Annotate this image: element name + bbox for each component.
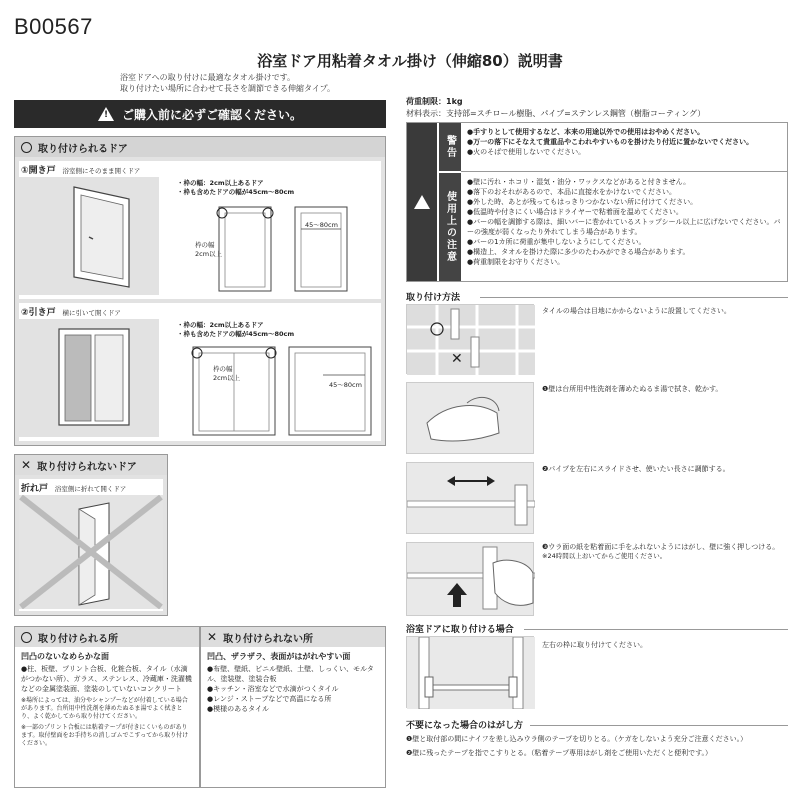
attachable-places-panel xyxy=(14,626,200,788)
attachable-places-body xyxy=(15,647,199,752)
install-heading: 取り付け方法 xyxy=(406,293,461,303)
hinged-door-drawing xyxy=(19,177,159,295)
sliding-frame-width-note: 枠の幅 2cm以上 xyxy=(213,365,241,382)
removal-steps xyxy=(406,734,788,758)
caution-item: ●低温時や付きにくい場合はドライヤーで粘着面を温めてください。 xyxy=(467,208,683,216)
ng-x-icon: ✕ xyxy=(21,458,32,472)
press-mount-drawing xyxy=(407,543,535,617)
non-attachable-places-body xyxy=(201,647,385,718)
notice-side-bar xyxy=(407,123,437,281)
step3-text-block xyxy=(542,542,788,561)
warning-label: 警告 xyxy=(439,123,461,171)
attachable-places-subheading: 凹凸のないなめらかな面 xyxy=(21,652,109,661)
non-attachable-item: ●模様のあるタイル xyxy=(207,705,269,713)
subtitle-line-2: 取り付けたい場所に合わせて長さを調節できる伸縮タイプ。 xyxy=(120,84,335,93)
install-heading-rule xyxy=(480,297,788,298)
sliding-door-illustration xyxy=(19,319,159,437)
caution-triangle-icon xyxy=(414,195,430,209)
ng-x-icon: ✕ xyxy=(207,630,218,644)
folding-door-desc: 浴室側に折れて開くドア xyxy=(54,485,127,493)
sliding-requirements: ・枠の幅：2cm以上あるドア ・枠も含めたドアの幅が45cm〜80cm xyxy=(177,321,295,338)
folding-door-title xyxy=(21,481,126,494)
door-mount-heading-rule xyxy=(524,629,788,630)
attachable-doors-heading: 取り付けられるドア xyxy=(38,143,128,155)
removal-heading-rule xyxy=(530,725,788,726)
hinged-requirements: ・枠の幅：2cm以上あるドア ・枠も含めたドアの幅が45cm〜80cm xyxy=(177,179,295,196)
ok-circle-icon xyxy=(21,632,32,643)
tile-step-text: タイルの場合は目地にかからないように設置してください。 xyxy=(542,307,731,315)
non-attachable-doors-header xyxy=(15,455,167,475)
step3-image xyxy=(406,542,534,616)
step1-text: ❶壁は台所用中性洗剤を薄めたぬるま湯で拭き、乾かす。 xyxy=(542,385,723,393)
sliding-door-desc: 横に引いて開くドア xyxy=(62,309,121,317)
sliding-door-title xyxy=(21,305,121,318)
non-attachable-places-heading: 取り付けられない所 xyxy=(223,633,314,645)
non-attachable-places-subheading: 凹凸、ザラザラ、表面がはがれやすい面 xyxy=(207,652,351,661)
attachable-doors-header xyxy=(15,137,385,157)
caution-list xyxy=(467,177,785,267)
warning-item: ●火のそばで使用しないでください。 xyxy=(467,148,586,156)
svg-text:✕: ✕ xyxy=(451,351,463,367)
hinged-door-section xyxy=(19,161,381,299)
product-code: B00567 xyxy=(14,14,93,39)
hinged-frame-width-note: 枠の幅 2cm以上 xyxy=(195,241,223,258)
warning-bar-text: ご購入前に必ずご確認ください。 xyxy=(121,107,302,122)
hinged-width-note: 45〜80cm xyxy=(305,221,338,229)
non-attachable-places-header xyxy=(201,627,385,647)
caution-item: ●落下のおそれがあるので、本品に直接水をかけないでください。 xyxy=(467,188,676,196)
step3-text: ❸ウラ面の紙を粘着面に手をふれないようにはがし、壁に強く押しつける。 xyxy=(542,543,780,551)
door-mount-heading: 浴室ドアに取り付ける場合 xyxy=(406,625,514,635)
non-attachable-doors-heading: 取り付けられないドア xyxy=(37,461,137,473)
warning-item: ●万一の落下にそなえて貴重品やこわれやすいものを掛けたり付近に置かないでください。 xyxy=(467,138,754,146)
door-mount-text: 左右の枠に取り付けてください。 xyxy=(542,641,647,649)
caution-item: ●荷重制限をお守りください。 xyxy=(467,258,565,266)
non-attachable-places-panel xyxy=(200,626,386,788)
subtitle xyxy=(120,72,335,94)
removal-heading: 不要になった場合のはがし方 xyxy=(406,721,524,731)
step3-note: ※24時間以上おいてからご使用ください。 xyxy=(542,552,667,560)
folding-door-drawing xyxy=(19,495,163,609)
caution-item: ●構造上、タオルを掛けた際に多少のたわみができる場合があります。 xyxy=(467,248,690,256)
hinged-door-illustration xyxy=(19,177,159,295)
subtitle-line-1: 浴室ドアへの取り付けに最適なタオル掛けです。 xyxy=(120,73,295,82)
slide-pipe-drawing xyxy=(407,463,535,535)
hinged-door-title xyxy=(21,163,140,176)
non-attachable-item: ●キッチン・浴室などで水滴がつくタイル xyxy=(207,685,339,693)
step1-image xyxy=(406,382,534,454)
warning-list xyxy=(467,127,785,157)
sliding-width-diagram xyxy=(287,345,377,437)
folding-door-section xyxy=(19,479,163,611)
caution-item: ●バーの幅を調節する際は、細いバーに巻かれているストップシール以上に広げないでください。バーの強度が弱くなったり外れてしまう場合があります。 xyxy=(467,218,781,236)
caution-item: ●バーの1カ所に荷重が集中しないようにしてください。 xyxy=(467,238,646,246)
tile-grid-drawing xyxy=(407,305,535,375)
hinged-width-diagram xyxy=(289,205,359,293)
caution-item: ●外した時、あとが残ってもはっきりつかないない所に付けてください。 xyxy=(467,198,698,206)
removal-step-2: ❷壁に残ったテープを指でこすりとる。（粘着テープ専用はがし剤をご使用いただくと便利です。） xyxy=(406,749,713,757)
step2-text: ❷パイプを左右にスライドさせ、使いたい長さに調節する。 xyxy=(542,465,730,473)
warning-item: ●手すりとして使用するなど、本来の用途以外での使用はおやめください。 xyxy=(467,128,705,136)
attachable-doors-panel xyxy=(14,136,386,446)
caution-item: ●壁に汚れ・ホコリ・湿気・油分・ワックスなどがあると付きません。 xyxy=(467,178,691,186)
ok-circle-icon xyxy=(21,142,32,153)
attachable-places-note-2: ※一部のプリント合板には粘着テープが付きにくいものがあります。取付壁面をお手持ちの消しゴムでこすってから取り付けください。 xyxy=(21,724,189,747)
page-title: 浴室ドア用粘着タオル掛け（伸縮80）説明書 xyxy=(257,52,563,70)
attachable-places-heading: 取り付けられる所 xyxy=(38,633,118,645)
hinged-door-desc: 浴室側にそのまま開くドア xyxy=(62,167,141,175)
tile-step-image xyxy=(406,304,534,374)
attachable-places-note-1: ※場所によっては、油分やシャンプーなどが付着している場合があります。台所用中性洗剤を薄めたぬるま湯でよく拭きとり、よく乾かしてから取り付けてください。 xyxy=(21,697,188,720)
material-info: 材料表示：支持部=スチロール樹脂、パイプ=ステンレス鋼管（樹脂コーティング） xyxy=(406,109,706,118)
wipe-hand-drawing xyxy=(407,383,535,455)
door-mount-drawing xyxy=(407,637,535,709)
attachable-places-header xyxy=(15,627,199,647)
removal-step-1: ❶壁と取付部の間にナイフを差し込みウラ側のテープを切りとる。（ケガをしないよう充分ご注意ください。） xyxy=(406,735,748,743)
caution-label: 使用上の注意 xyxy=(439,173,461,281)
non-attachable-doors-panel xyxy=(14,454,168,616)
pre-purchase-warning-bar xyxy=(14,100,386,128)
load-limit: 荷重制限：1kg xyxy=(406,97,463,106)
divider xyxy=(461,171,787,172)
folding-door-label: 折れ戸 xyxy=(21,484,49,494)
sliding-door-section xyxy=(19,303,381,441)
hinged-door-label: ①開き戸 xyxy=(21,166,56,176)
specs xyxy=(406,96,788,120)
sliding-width-note: 45〜80cm xyxy=(329,381,362,389)
door-mount-image xyxy=(406,636,534,708)
sliding-frame-diagram xyxy=(189,345,279,437)
step2-image xyxy=(406,462,534,534)
non-attachable-item: ●布壁、壁紙、ビニル壁紙、土壁、しっくい、モルタル、塗装壁、塗装合板 xyxy=(207,665,374,683)
sliding-door-drawing xyxy=(19,319,159,437)
sliding-door-label: ②引き戸 xyxy=(21,308,56,318)
non-attachable-item: ●レンジ・ストーブなどで高温になる所 xyxy=(207,695,332,703)
notice-box xyxy=(406,122,788,282)
attachable-places-list: ●柱、板壁、プリント合板、化粧合板、タイル（水滴がつかない所）、ガラス、ステンレス、冷蔵庫・洗濯機などの金属塗装面、塗装のしていないコンクリート xyxy=(21,665,192,693)
warning-triangle-icon: ! xyxy=(98,107,114,121)
